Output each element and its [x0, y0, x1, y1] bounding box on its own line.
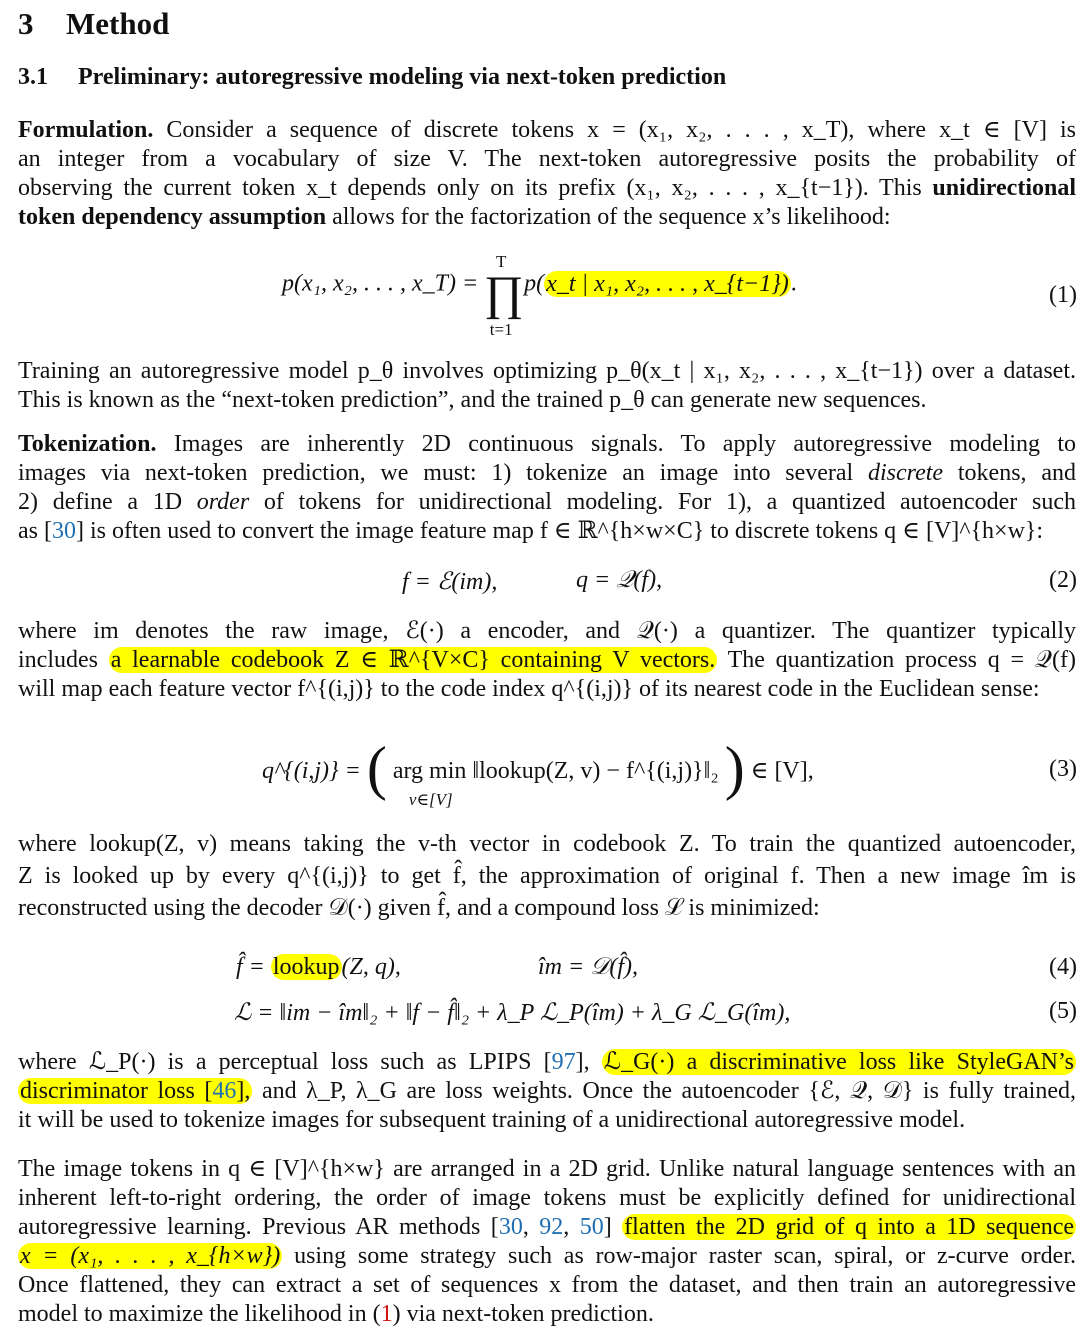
- eq1-lhs: p(x₁, x₂, . . . , x_T) =: [282, 270, 485, 297]
- grid-text-6b: ) via next-token prediction.: [392, 1301, 654, 1327]
- lookup-line-1: where lookup(Z, v) means taking the v-th vector in codebook Z. To train the quantized autoencoder,: [18, 831, 1076, 857]
- losses-line-1: [18, 1048, 1076, 1077]
- subsection-title: Preliminary: autoregressive modeling via next-token prediction: [78, 64, 727, 90]
- eq3-subscript: v∈[V]: [408, 790, 453, 809]
- citation-link[interactable]: 92: [539, 1214, 564, 1240]
- training-line-2: This is known as the “next-token prediction”, and the trained p_θ can generate new sequences.: [18, 387, 927, 413]
- equation-4b: îm = 𝒟(f̂),: [538, 954, 638, 980]
- eq4-highlight: lookup: [272, 954, 340, 980]
- losses-text-1a: where ℒ_P(·) is a perceptual loss such as LPIPS [: [18, 1049, 552, 1075]
- tokenization-paragraph: [18, 430, 1076, 546]
- losses-text-1b: ],: [575, 1049, 602, 1075]
- formulation-text-4b: allows for the factorization of the sequence x’s likelihood:: [326, 204, 891, 230]
- quantizer-text-2a: includes: [18, 647, 109, 673]
- argmin-block: [392, 758, 467, 809]
- grid-line-1: The image tokens in q ∈ [V]^{h×w} are arranged in a 2D grid. Unlike natural language sentences with an: [18, 1156, 1076, 1182]
- citation-link[interactable]: 97: [551, 1049, 576, 1075]
- grid-text-6a: model to maximize the likelihood in (: [18, 1301, 381, 1327]
- equation-5: ℒ = ‖im − îm‖₂ + ‖f − f̂‖₂ + λ_P ℒ_P(îm) + λ_G ℒ_G(îm),: [234, 1000, 791, 1026]
- losses-line-3: it will be used to tokenize images for subsequent training of a unidirectional autoregressive model.: [18, 1107, 966, 1133]
- lookup-line-2: Z is looked up by every q^{(i,j)} to get f̂, the approximation of original f. Then a new image îm is: [18, 863, 1076, 889]
- eq1-number: (1): [1049, 282, 1077, 308]
- eq2-left: f = ℰ(im),: [402, 569, 498, 595]
- eq3-end: ∈ [V],: [750, 758, 814, 784]
- citation-link[interactable]: 30: [498, 1214, 523, 1240]
- citation-link[interactable]: 30: [51, 518, 76, 544]
- section-title: Method: [66, 6, 170, 41]
- grid-highlight-1: flatten the 2D grid of q into a 1D sequence: [624, 1214, 1075, 1240]
- eq4-number: (4): [1049, 954, 1077, 980]
- product-symbol: ∏: [484, 267, 524, 320]
- product-lower: t=1: [489, 320, 513, 339]
- formulation-paragraph: [18, 116, 1076, 232]
- quantizer-line-1: where im denotes the raw image, ℰ(·) a encoder, and 𝒬(·) a quantizer. The quantizer typically: [18, 618, 1076, 644]
- formulation-lead: Formulation.: [18, 117, 154, 143]
- equation-reference-link[interactable]: 1: [380, 1301, 393, 1327]
- section-number: 3: [18, 6, 34, 41]
- grid-highlight-2: x = (x₁, . . . , x_{h×w}): [20, 1243, 281, 1269]
- product-upper: T: [495, 252, 507, 271]
- losses-highlight-2: [18, 1078, 252, 1104]
- tokenization-emph-order: order: [196, 489, 250, 515]
- eq1-highlight: x_t | x₁, x₂, . . . , x_{t−1}): [546, 270, 789, 297]
- quantizer-line-2: [18, 646, 1076, 675]
- tokenization-lead: Tokenization.: [18, 431, 157, 457]
- equation-4a: [236, 954, 401, 981]
- grid-line-2: inherent left-to-right ordering, the order of image tokens must be explicitly defined for unidirectional: [18, 1185, 1076, 1211]
- eq2-right: q = 𝒬(f),: [576, 567, 663, 593]
- eq1-p: p(: [524, 270, 545, 297]
- left-paren: (: [366, 735, 387, 801]
- grid-line-6: [18, 1300, 1076, 1329]
- right-paren: ): [724, 735, 745, 801]
- formulation-text-3a: observing the current token x_t depends only on its prefix (x₁, x₂, . . . , x_{t−1}). This: [18, 175, 933, 201]
- lookup-paragraph: [18, 830, 1076, 923]
- grid-text-3b: ]: [603, 1214, 623, 1240]
- eq3-lhs: q^{(i,j)} =: [262, 758, 367, 784]
- tokenization-text-3a: 2) define a 1D: [18, 489, 197, 515]
- grid-line-3: autoregressive learning. Previous AR methods [30, 92, 50] flatten the 2D grid of q into a 1D sequence: [18, 1214, 1075, 1240]
- formulation-text-1: Consider a sequence of discrete tokens x = (x₁, x₂, . . . , x_T), where x_t ∈ [V] is: [166, 117, 1077, 143]
- tokenization-text-3c: of tokens for unidirectional modeling. For 1), a quantized autoencoder such: [249, 489, 1076, 515]
- eq5-number: (5): [1049, 998, 1077, 1024]
- tokenization-emph-discrete: discrete: [868, 460, 944, 486]
- tokenization-text-4b: ] is often used to convert the image feature map f ∈ ℝ^{h×w×C} to discrete tokens q ∈ [V]^{h×w}:: [75, 518, 1044, 544]
- eq1-end: .: [790, 270, 797, 297]
- tokenization-text-2a: images via next-token prediction, we must: 1) tokenize an image into several: [18, 460, 868, 486]
- losses-paragraph: [18, 1048, 1076, 1135]
- formulation-line-4: [18, 203, 1076, 232]
- lookup-line-3: reconstructed using the decoder 𝒟(·) given f̂, and a compound loss ℒ is minimized:: [18, 895, 820, 921]
- losses-line-2: [18, 1077, 1076, 1106]
- quantizer-text-2b: The quantization process q = 𝒬(f): [717, 647, 1076, 673]
- losses-highlight-2a: discriminator loss [: [20, 1078, 213, 1104]
- equation-1: [282, 252, 797, 339]
- losses-highlight-1: ℒ_G(·) a discriminative loss like StyleGAN’s: [603, 1049, 1074, 1075]
- product-operator: [484, 252, 524, 339]
- losses-text-2b: and λ_P, λ_G are loss weights. Once the autoencoder {ℰ, 𝒬, 𝒟} is fully trained,: [252, 1078, 1076, 1104]
- grid-text-3a: autoregressive learning. Previous AR methods [: [18, 1214, 499, 1240]
- tokenization-line-2: [18, 459, 1076, 488]
- eq3-argmin: arg min: [392, 758, 467, 784]
- subsection-number: 3.1: [18, 64, 48, 90]
- tokenization-text-1: Images are inherently 2D continuous signals. To apply autoregressive modeling to: [173, 431, 1077, 457]
- subsection-heading: [18, 64, 726, 91]
- eq4-lhs: f̂ =: [236, 954, 271, 980]
- equation-3: [262, 735, 814, 809]
- training-line-1: Training an autoregressive model p_θ involves optimizing p_θ(x_t | x₁, x₂, . . . , x_{t−1}) over a dataset.: [18, 358, 1076, 384]
- formulation-line-1: [18, 116, 1076, 145]
- tokenization-text-4a: as [: [18, 518, 52, 544]
- formulation-line-3: [18, 174, 1076, 203]
- section-heading: [18, 6, 169, 42]
- formulation-line-2: an integer from a vocabulary of size V. The next-token autoregressive posits the probability of: [18, 146, 1076, 172]
- tokenization-text-2c: tokens, and: [943, 460, 1076, 486]
- grid-paragraph: [18, 1155, 1076, 1329]
- quantizer-paragraph: [18, 617, 1076, 704]
- grid-line-5: Once flattened, they can extract a set of sequences x from the dataset, and then train an autoregressive: [18, 1272, 1076, 1298]
- training-paragraph: [18, 357, 1076, 415]
- grid-line-4: [18, 1242, 1076, 1271]
- citation-link[interactable]: 46: [212, 1078, 237, 1104]
- quantizer-line-3: will map each feature vector f^{(i,j)} to the code index q^{(i,j)} of its nearest code in the Euclidean sense:: [18, 676, 1040, 702]
- grid-text-4b: using some strategy such as row-major raster scan, spiral, or z-curve order.: [282, 1243, 1076, 1269]
- eq2-number: (2): [1049, 567, 1077, 593]
- losses-highlight-2b: ],: [236, 1078, 251, 1104]
- eq4-args: (Z, q),: [341, 954, 401, 980]
- citation-link[interactable]: 50: [579, 1214, 604, 1240]
- tokenization-line-3: [18, 488, 1076, 517]
- formulation-bold-1: unidirectional: [932, 175, 1076, 201]
- quantizer-highlight: a learnable codebook Z ∈ ℝ^{V×C} containing V vectors.: [110, 647, 716, 673]
- formulation-bold-2: token dependency assumption: [18, 204, 327, 230]
- eq3-body: ‖lookup(Z, v) − f^{(i,j)}‖₂: [472, 758, 719, 784]
- tokenization-line-1: [18, 430, 1076, 459]
- tokenization-line-4: [18, 517, 1076, 546]
- eq3-number: (3): [1049, 756, 1077, 782]
